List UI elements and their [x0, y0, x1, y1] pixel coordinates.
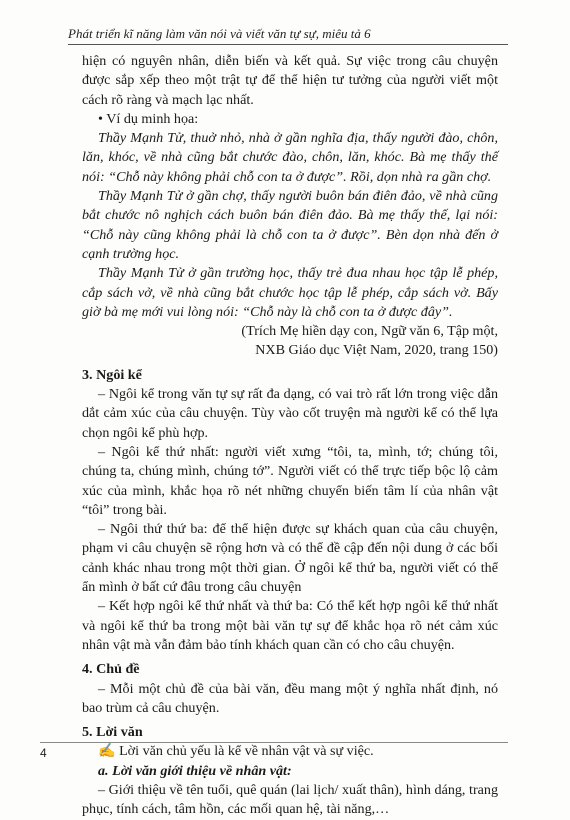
example-paragraph: Thầy Mạnh Tử ở gần trường học, thấy trẻ đua nhau học tập lễ phép, cắp sách vở, về nhà cũng bắt chước học tập lễ phép, cắp sách vở. Bấy giờ bà mẹ mới vui lòng nói: “Chỗ này là chỗ con ta ở được đây”. [82, 265, 498, 320]
page-number: 4 [40, 746, 47, 760]
section-heading: 4. Chủ đề [82, 661, 140, 678]
section-heading: 3. Ngôi kể [82, 366, 142, 383]
citation-line: NXB Giáo dục Việt Nam, 2020, trang 150) [255, 342, 498, 359]
header-rule [68, 44, 508, 45]
paragraph: hiện có nguyên nhân, diễn biến và kết quả. Sự việc trong câu chuyện được sắp xếp theo một trật tự để thể hiện tư tưởng của người viết một cách rõ ràng và mạch lạc nhất. [82, 53, 498, 108]
paragraph: ✍ Lời văn chủ yếu là kể về nhân vật và sự việc. [98, 743, 374, 760]
section-heading: 5. Lời văn [82, 724, 143, 741]
body-text [82, 52, 498, 820]
running-header: Phát triển kĩ năng làm văn nói và viết văn tự sự, miêu tả 6 [68, 26, 371, 41]
paragraph: – Giới thiệu về tên tuổi, quê quán (lai lịch/ xuất thân), hình dáng, trang phục, tính cách, tâm hồn, các mối quan hệ, tài năng,… [82, 781, 498, 818]
paragraph: – Ngôi kể thứ nhất: người viết xưng “tôi, ta, mình, tớ; chúng tôi, chúng ta, chúng mình, chúng tớ”. Người viết có thể trực tiếp bộc lộ cảm xúc của mình, khắc họa rõ nét những chuyển biến tâm lí của nhân vật “tôi” trong bài. [82, 443, 498, 518]
paragraph: – Mỗi một chủ đề của bài văn, đều mang một ý nghĩa nhất định, nó bao trùm cả câu chuyện. [82, 680, 498, 716]
citation-line: (Trích Mẹ hiền dạy con, Ngữ văn 6, Tập một, [241, 323, 498, 340]
example-bullet: • Ví dụ minh họa: [98, 110, 199, 127]
footer-rule [40, 742, 508, 743]
example-paragraph: Thầy Mạnh Tử, thuở nhỏ, nhà ở gần nghĩa địa, thấy người đào, chôn, lăn, khóc, về nhà cũng bắt chước đào, chôn, lăn, khóc. Bà mẹ thấy thế nói: “Chỗ này không phải chỗ con ta ở được”. Rồi, dọn nhà ra gần chợ. [82, 130, 498, 185]
subsection-heading: a. Lời văn giới thiệu về nhân vật: [98, 762, 292, 779]
paragraph: – Ngôi kể trong văn tự sự rất đa dạng, có vai trò rất lớn trong việc dẫn dắt cảm xúc của câu chuyện. Tùy vào cốt truyện mà người kể có thể lựa chọn ngôi kể phù hợp. [82, 386, 498, 441]
example-paragraph: Thầy Mạnh Tử ở gần chợ, thấy người buôn bán điên đảo, về nhà cũng bắt chước nô nghịch cách buôn bán điên đảo. Bà mẹ thấy thế, lại nói: “Chỗ này cũng không phải là chỗ con ta ở được”. Bèn dọn nhà đến ở cạnh trường học. [82, 188, 498, 262]
paragraph: – Kết hợp ngôi kể thứ nhất và thứ ba: Có thể kết hợp ngôi kể thứ nhất và ngôi kể thứ ba trong một bài văn tự sự để khắc họa rõ nét cảm xúc nhân vật mà vẫn đảm bảo tính khách quan cần có cho câu chuyện. [82, 598, 498, 653]
paragraph: – Ngôi thứ thứ ba: để thể hiện được sự khách quan của câu chuyện, phạm vi câu chuyện sẽ rộng hơn và có thể đề cập đến nội dung ở các bối cảnh khác nhau trong một thời gian. Ở ngôi kể thứ ba, người viết có thể ẩn mình ở bất cứ đâu trong câu chuyện [82, 521, 498, 596]
